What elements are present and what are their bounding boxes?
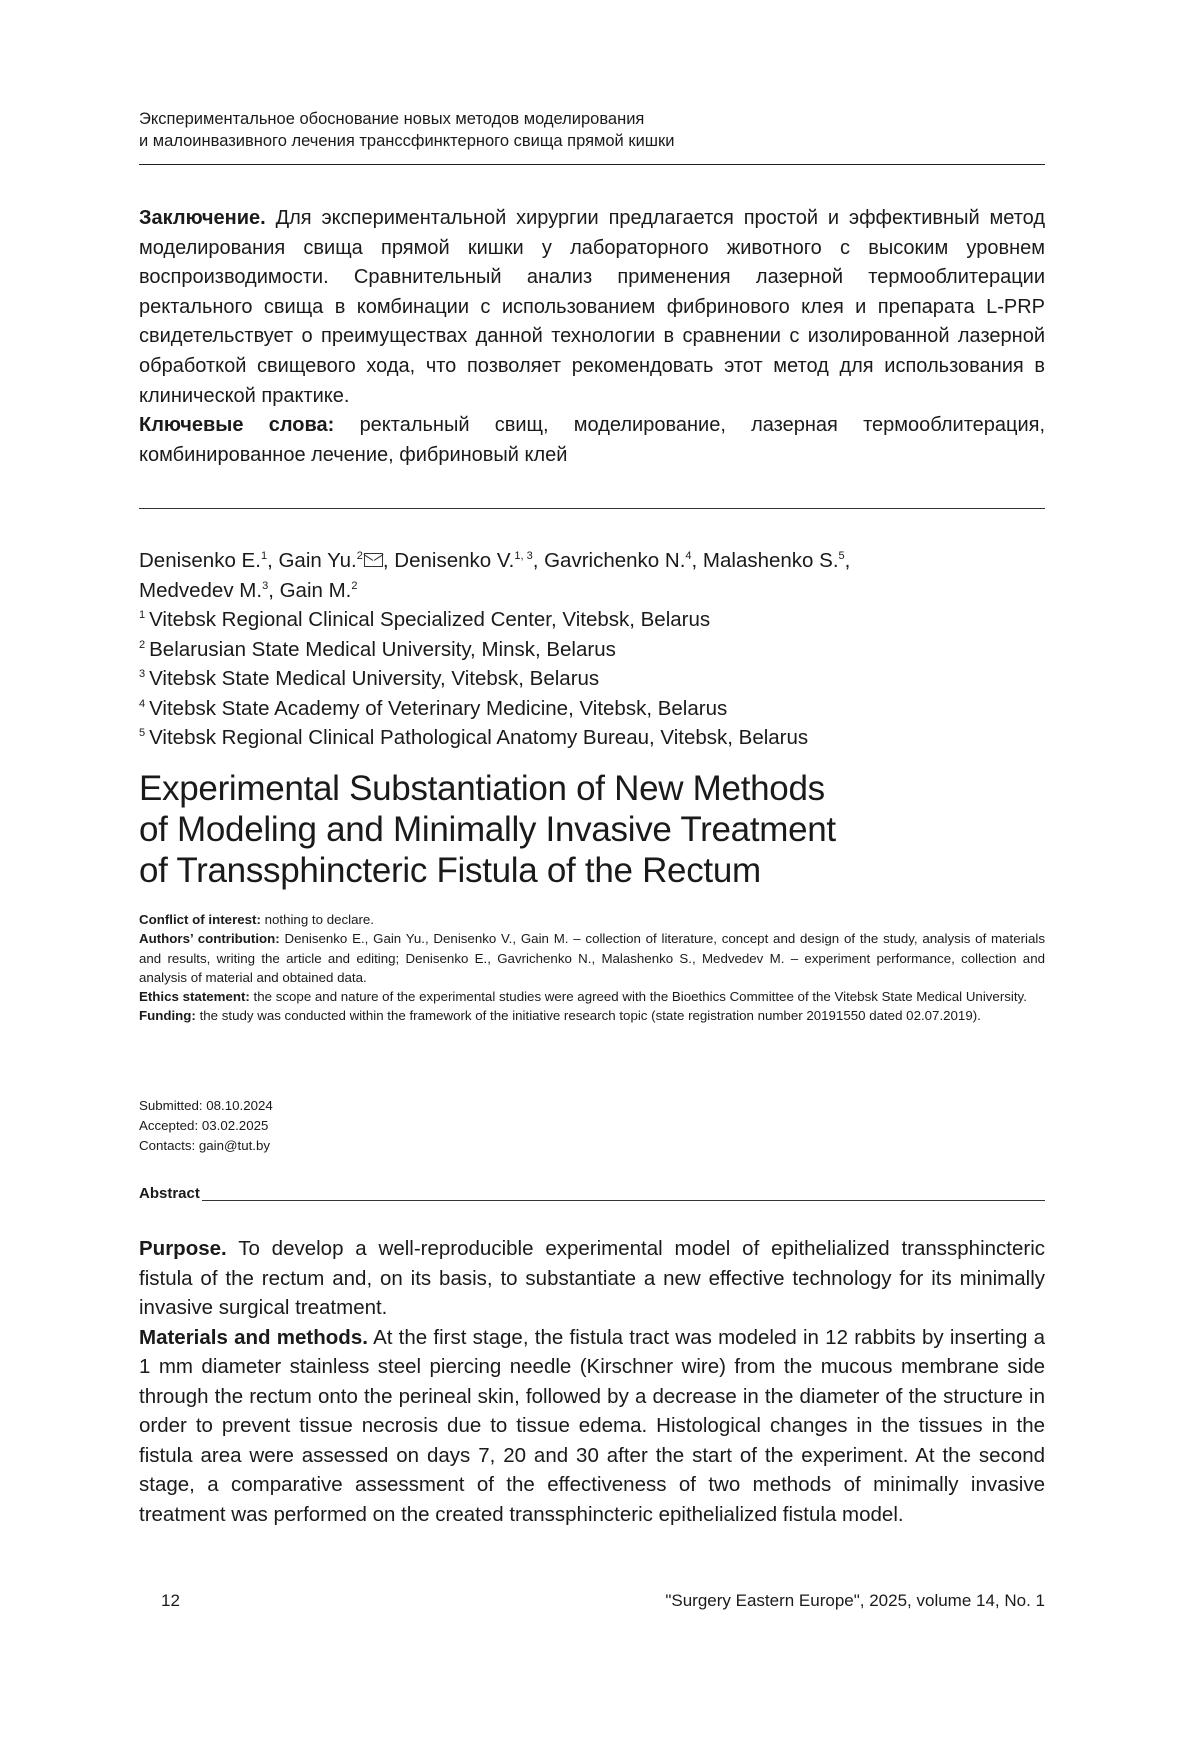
methods-text: At the first stage, the fistula tract was modeled in 12 rabbits by inserting a 1 mm diameter stainless steel piercing needle (Kirschner wire) from the mucous membrane side through the rectum onto the perineal skin, followed by a decrease in the diameter of the structure in order to prevent tissue necrosis due to tissue edema. Histological changes in the tissues in the fistula area were assessed on days 7, 20 and 30 after the start of the experiment. At the second stage, a comparative assessment of the effectiveness of two methods of minimally invasive treatment was performed on the created transsphincteric epithelialized fistula model. (139, 1325, 1046, 1526)
author-name: Denisenko V. (394, 549, 515, 572)
abstract-heading-rule (202, 1200, 1045, 1201)
ethics-statement (139, 987, 1045, 1006)
ethics-label: Ethics statement: (139, 989, 250, 1005)
contribution-text: Denisenko E., Gain Yu., Denisenko V., Gain M. – collection of literature, concept and design of the study, analysis of materials and results, writing the article and editing; Denisenko E., Gavrichenko N., Malashenko S., Medvedev M. – experiment performance, collection and analysis of material and obtained data. (139, 931, 1045, 985)
contacts: Contacts: gain@tut.by (139, 1138, 271, 1153)
article-meta (139, 910, 1045, 1026)
affiliation-text: Vitebsk Regional Clinical Specialized Center, Vitebsk, Belarus (149, 608, 711, 631)
conclusion-label: Заключение. (139, 207, 266, 229)
affiliation-item (139, 605, 1045, 635)
conflict-label: Conflict of interest: (139, 912, 261, 927)
author-affiliation-number: 1, 3 (514, 550, 533, 563)
author-affiliation-number: 4 (685, 550, 692, 563)
affiliation-text: Belarusian State Medical University, Minsk, Belarus (149, 637, 616, 661)
contribution-label: Authors’ contribution: (139, 931, 280, 947)
funding-label: Funding: (139, 1008, 196, 1024)
envelope-icon (364, 553, 383, 567)
article-dates (139, 1096, 1045, 1156)
affiliation-text: Vitebsk Regional Clinical Pathological Anatomy Bureau, Vitebsk, Belarus (149, 726, 809, 749)
keywords-text: ректальный свищ, моделирование, лазерная термооблитерация, комбинированное лечение, фибриновый клей (139, 414, 1046, 466)
author-name: Gain Yu. (278, 549, 357, 572)
affiliation-number: 3 (139, 668, 146, 681)
author-affiliation-number: 2 (351, 579, 358, 592)
journal-citation: "Surgery Eastern Europe", 2025, volume 14, No. 1 (665, 1591, 1045, 1610)
keywords-label: Ключевые слова: (139, 414, 335, 437)
article-title-line-2: of Modeling and Minimally Invasive Treatment (139, 810, 836, 849)
article-title-line-1: Experimental Substantiation of New Methods (139, 769, 825, 808)
author-name: Malashenko S. (702, 549, 839, 572)
affiliation-item (139, 694, 1045, 724)
keywords-paragraph (139, 411, 1045, 470)
author-name: Medvedev M. (139, 578, 263, 602)
authors-block (139, 546, 1045, 753)
affiliation-text: Vitebsk State Medical University, Vitebsk, Belarus (149, 667, 600, 690)
header-divider (139, 164, 1045, 165)
author-list-line-2: Medvedev M.$^3$, Gain M.$^2$ (139, 578, 358, 602)
purpose-text: To develop a well-reproducible experimental model of epithelialized transsphincteric fistula of the rectum and, on its basis, to substantiate a new effective technology for its minimally invasive surgical treatment. (139, 1237, 1045, 1319)
running-header (139, 108, 1045, 152)
conclusion-text: Для экспериментальной хирургии предлагается простой и эффективный метод моделирования свища прямой кишки у лабораторного животного с высоким уровнем воспроизводимости. Сравнительный анализ применения лазерной термооблитерации ректального свища в комбинации с использованием фибринового клея и препарата L-PRP свидетельствует о преимуществах данной технологии в сравнении с изолированной лазерной обработкой свищевого хода, что позволяет рекомендовать этот метод для использования в клинической практике. (139, 207, 1045, 407)
abstract-heading-row (139, 1184, 1045, 1204)
affiliation-text: Vitebsk State Academy of Veterinary Medicine, Vitebsk, Belarus (149, 696, 728, 720)
page-number: 12 (161, 1591, 180, 1610)
author-name: Gavrichenko N. (544, 549, 686, 572)
ethics-text: the scope and nature of the experimental studies were agreed with the Bioethics Committee of the Vitebsk State Medical University. (253, 989, 1027, 1005)
affiliation-item (139, 723, 1045, 753)
methods-paragraph (139, 1323, 1045, 1530)
author-affiliation-number: 2 (356, 550, 363, 563)
affiliation-number: 5 (139, 727, 146, 740)
author-name: Denisenko E. (139, 549, 261, 572)
methods-label: Materials and methods. (139, 1325, 368, 1349)
affiliation-number: 4 (139, 697, 146, 710)
contribution-statement (139, 929, 1045, 987)
submitted-date: Submitted: 08.10.2024 (139, 1098, 273, 1113)
article-title (139, 768, 1045, 891)
affiliation-number: 2 (139, 638, 146, 651)
purpose-label: Purpose. (139, 1237, 227, 1260)
author-name: Gain M. (279, 578, 352, 602)
affiliation-item (139, 664, 1045, 694)
purpose-paragraph (139, 1234, 1045, 1323)
funding-text: the study was conducted within the framework of the initiative research topic (state registration number 20191550 dated 02.07.2019). (199, 1008, 981, 1024)
funding-statement (139, 1006, 1045, 1025)
english-abstract (139, 1234, 1045, 1529)
conflict-statement (139, 910, 1045, 929)
running-header-line-1: Экспериментальное обоснование новых методов моделирования (139, 110, 645, 128)
affiliation-number: 1 (139, 609, 146, 622)
author-list-line-1: Denisenko E.$^1$, Gain Yu.$^2$ , Denisenko V.$^{1, 3}$, Gavrichenko N.$^4$, Malashenko S.$^5$, (139, 549, 851, 572)
russian-summary (139, 204, 1045, 470)
author-affiliation-number: 3 (262, 579, 269, 592)
page-footer (139, 1590, 1045, 1612)
article-title-line-3: of Transsphincteric Fistula of the Rectum (139, 851, 761, 890)
abstract-heading: Abstract (139, 1185, 200, 1202)
author-affiliation-number: 1 (260, 550, 268, 563)
section-divider (139, 508, 1045, 509)
conclusion-paragraph (139, 204, 1045, 411)
conflict-text: nothing to declare. (264, 912, 375, 927)
affiliation-item (139, 635, 1045, 665)
running-header-line-2: и малоинвазивного лечения транссфинктерного свища прямой кишки (139, 132, 675, 150)
accepted-date: Accepted: 03.02.2025 (139, 1118, 269, 1133)
author-affiliation-number: 5 (838, 550, 845, 563)
